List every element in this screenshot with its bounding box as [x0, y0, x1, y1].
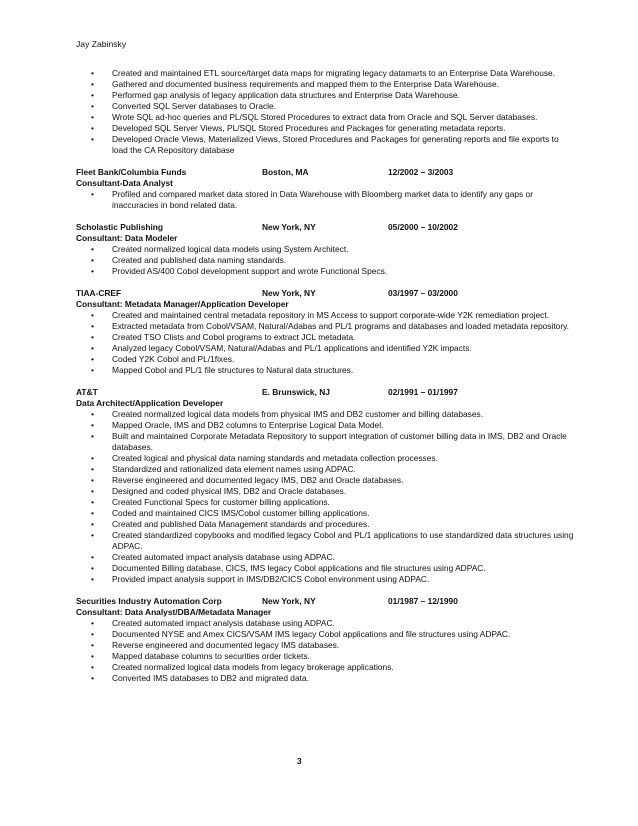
bullet-icon: •	[91, 255, 94, 265]
bullet-icon: •	[91, 79, 94, 89]
job-location: New York, NY	[262, 596, 316, 606]
bullet-icon: •	[91, 464, 94, 474]
job-heading	[76, 387, 576, 398]
job-location: E. Brunswick, NJ	[262, 387, 330, 397]
bullet-icon: •	[91, 112, 94, 122]
bullet-text: Created normalized logical data models using System Architect.	[112, 244, 349, 254]
bullet-item	[76, 497, 576, 508]
bullet-icon: •	[91, 629, 94, 639]
bullet-item	[76, 629, 576, 640]
job-company: AT&T	[76, 387, 98, 397]
bullet-item	[76, 112, 576, 123]
bullet-item	[76, 453, 576, 464]
bullet-text: Standardized and rationalized data element names using ADPAC.	[112, 464, 356, 474]
job-entry	[76, 167, 576, 211]
bullet-text: Coded and maintained CICS IMS/Cobol customer billing applications.	[112, 508, 370, 518]
bullet-text: Created standardized copybooks and modified legacy Cobol and PL/1 applications to use standardized data structures using ADPAC.	[112, 530, 574, 551]
bullet-item	[76, 563, 576, 574]
bullet-item	[76, 343, 576, 354]
bullet-text: Profiled and compared market data stored in Data Warehouse with Bloomberg market data to identify any gaps or inaccuracies in bond related data.	[112, 189, 533, 210]
page-number: 3	[297, 756, 302, 766]
bullet-item	[76, 574, 576, 585]
bullet-text: Mapped Cobol and PL/1 file structures to Natural data structures.	[112, 365, 354, 375]
bullet-text: Developed SQL Server Views, PL/SQL Stored Procedures and Packages for generating metadata reports.	[112, 123, 506, 133]
bullet-text: Created and maintained central metadata repository in MS Access to support corporate-wide Y2K remediation project.	[112, 310, 549, 320]
bullet-icon: •	[91, 90, 94, 100]
bullet-item	[76, 673, 576, 684]
job-role: Consultant-Data Analyst	[76, 178, 173, 188]
bullet-item	[76, 464, 576, 475]
bullet-icon: •	[91, 431, 94, 441]
bullet-text: Coded Y2K Cobol and PL/1fixes.	[112, 354, 235, 364]
bullet-text: Wrote SQL ad-hoc queries and PL/SQL Stored Procedures to extract data from Oracle and SQL Server databases.	[112, 112, 538, 122]
bullet-item	[76, 310, 576, 321]
bullet-item	[76, 321, 576, 332]
resume-content	[76, 68, 576, 684]
bullet-item	[76, 409, 576, 420]
bullet-icon: •	[91, 420, 94, 430]
bullet-item	[76, 519, 576, 530]
bullet-icon: •	[91, 123, 94, 133]
job-company: Scholastic Publishing	[76, 222, 164, 232]
bullet-icon: •	[91, 244, 94, 254]
job-bullet-list	[76, 618, 576, 684]
bullet-text: Created normalized logical data models from physical IMS and DB2 customer and billing databases.	[112, 409, 484, 419]
job-entry	[76, 222, 576, 277]
job-company: Securities Industry Automation Corp	[76, 596, 222, 606]
job-dates: 12/2002 – 3/2003	[388, 167, 454, 177]
bullet-icon: •	[91, 354, 94, 364]
bullet-text: Gathered and documented business requirements and mapped them to the Enterprise Data Warehouse.	[112, 79, 500, 89]
bullet-item	[76, 475, 576, 486]
bullet-icon: •	[91, 343, 94, 353]
bullet-icon: •	[91, 134, 94, 144]
bullet-icon: •	[91, 530, 94, 540]
bullet-text: Converted IMS databases to DB2 and migrated data.	[112, 673, 309, 683]
bullet-text: Created normalized logical data models from legacy brokerage applications.	[112, 662, 394, 672]
job-bullet-list	[76, 409, 576, 585]
bullet-item	[76, 618, 576, 629]
bullet-text: Documented NYSE and Amex CICS/VSAM IMS legacy Cobol applications and file structures using ADPAC.	[112, 629, 511, 639]
job-role: Consultant: Data Analyst/DBA/Metadata Manager	[76, 607, 272, 617]
bullet-item	[76, 79, 576, 90]
job-role: Consultant: Data Modeler	[76, 233, 178, 243]
bullet-icon: •	[91, 101, 94, 111]
bullet-item	[76, 123, 576, 134]
job-role: Consultant: Metadata Manager/Application Developer	[76, 299, 289, 309]
bullet-text: Performed gap analysis of legacy application data structures and Enterprise Data Warehouse.	[112, 90, 460, 100]
bullet-icon: •	[91, 189, 94, 199]
bullet-text: Provided AS/400 Cobol development support and wrote Functional Specs.	[112, 266, 388, 276]
bullet-item	[76, 266, 576, 277]
bullet-text: Created and published Data Management standards and procedures.	[112, 519, 370, 529]
bullet-item	[76, 431, 576, 453]
bullet-text: Reverse engineered and documented legacy IMS databases.	[112, 640, 340, 650]
bullet-icon: •	[91, 486, 94, 496]
bullet-icon: •	[91, 651, 94, 661]
bullet-item	[76, 332, 576, 343]
bullet-text: Mapped database columns to securities order tickets.	[112, 651, 310, 661]
bullet-item	[76, 486, 576, 497]
bullet-item	[76, 90, 576, 101]
job-entry	[76, 387, 576, 585]
bullet-icon: •	[91, 475, 94, 485]
bullet-icon: •	[91, 508, 94, 518]
job-company: Fleet Bank/Columbia Funds	[76, 167, 187, 177]
bullet-icon: •	[91, 640, 94, 650]
job-role: Data Architect/Application Developer	[76, 398, 224, 408]
job-entry	[76, 288, 576, 376]
bullet-text: Documented Billing database, CICS, IMS legacy Cobol applications and file structures using ADPAC.	[112, 563, 486, 573]
bullet-icon: •	[91, 453, 94, 463]
bullet-item	[76, 651, 576, 662]
bullet-icon: •	[91, 310, 94, 320]
bullet-text: Provided impact analysis support in IMS/DB2/CICS Cobol environment using ADPAC.	[112, 574, 430, 584]
bullet-text: Mapped Oracle, IMS and DB2 columns to Enterprise Logical Data Model.	[112, 420, 384, 430]
bullet-icon: •	[91, 365, 94, 375]
bullet-text: Created and published data naming standards.	[112, 255, 287, 265]
job-entry	[76, 596, 576, 684]
page-header-name: Jay Zabinsky	[76, 39, 127, 49]
bullet-item	[76, 552, 576, 563]
bullet-item	[76, 68, 576, 79]
bullet-text: Reverse engineered and documented legacy IMS, DB2 and Oracle databases.	[112, 475, 404, 485]
job-location: New York, NY	[262, 222, 316, 232]
bullet-text: Analyzed legacy Cobol/VSAM, Natural/Adabas and PL/1 applications and identified Y2K impacts.	[112, 343, 472, 353]
bullet-text: Built and maintained Corporate Metadata Repository to support integration of customer billing data in IMS, DB2 and Oracle databases.	[112, 431, 567, 452]
bullet-item	[76, 354, 576, 365]
intro-bullet-list	[76, 68, 576, 156]
bullet-item	[76, 420, 576, 431]
bullet-icon: •	[91, 618, 94, 628]
bullet-text: Extracted metadata from Cobol/VSAM, Natural/Adabas and PL/1 programs and databases and loaded metadata repository.	[112, 321, 570, 331]
job-location: New York, NY	[262, 288, 316, 298]
bullet-text: Created and maintained ETL source/target data maps for migrating legacy datamarts to an Enterprise Data Warehouse.	[112, 68, 556, 78]
job-location: Boston, MA	[262, 167, 309, 177]
bullet-text: Created automated impact analysis database using ADPAC.	[112, 552, 335, 562]
bullet-icon: •	[91, 68, 94, 78]
bullet-text: Developed Oracle Views, Materialized Views, Stored Procedures and Packages for generating reports and file exports to load the CA Repository database	[112, 134, 559, 155]
job-list	[76, 167, 576, 684]
bullet-text: Designed and coded physical IMS, DB2 and Oracle databases.	[112, 486, 347, 496]
bullet-text: Created TSO Clists and Cobol programs to extract JCL metadata.	[112, 332, 356, 342]
bullet-text: Created Functional Specs for customer billing applications.	[112, 497, 330, 507]
bullet-icon: •	[91, 497, 94, 507]
bullet-item	[76, 530, 576, 552]
bullet-item	[76, 101, 576, 112]
bullet-icon: •	[91, 673, 94, 683]
bullet-icon: •	[91, 266, 94, 276]
bullet-item	[76, 134, 576, 156]
bullet-icon: •	[91, 409, 94, 419]
bullet-item	[76, 244, 576, 255]
job-dates: 02/1991 – 01/1997	[388, 387, 458, 397]
bullet-item	[76, 662, 576, 673]
bullet-icon: •	[91, 552, 94, 562]
job-heading	[76, 167, 576, 178]
bullet-icon: •	[91, 321, 94, 331]
bullet-item	[76, 640, 576, 651]
bullet-item	[76, 365, 576, 376]
bullet-icon: •	[91, 563, 94, 573]
job-bullet-list	[76, 189, 576, 211]
job-dates: 03/1997 – 03/2000	[388, 288, 458, 298]
job-bullet-list	[76, 310, 576, 376]
bullet-item	[76, 255, 576, 266]
job-bullet-list	[76, 244, 576, 277]
bullet-icon: •	[91, 662, 94, 672]
bullet-text: Created logical and physical data naming standards and metadata collection processes.	[112, 453, 438, 463]
job-heading	[76, 288, 576, 299]
job-heading	[76, 596, 576, 607]
bullet-item	[76, 189, 576, 211]
bullet-icon: •	[91, 519, 94, 529]
job-company: TIAA-CREF	[76, 288, 122, 298]
bullet-icon: •	[91, 574, 94, 584]
job-dates: 01/1987 – 12/1990	[388, 596, 458, 606]
bullet-item	[76, 508, 576, 519]
bullet-icon: •	[91, 332, 94, 342]
bullet-text: Converted SQL Server databases to Oracle.	[112, 101, 277, 111]
job-dates: 05/2000 – 10/2002	[388, 222, 458, 232]
job-heading	[76, 222, 576, 233]
bullet-text: Created automated impact analysis database using ADPAC.	[112, 618, 335, 628]
